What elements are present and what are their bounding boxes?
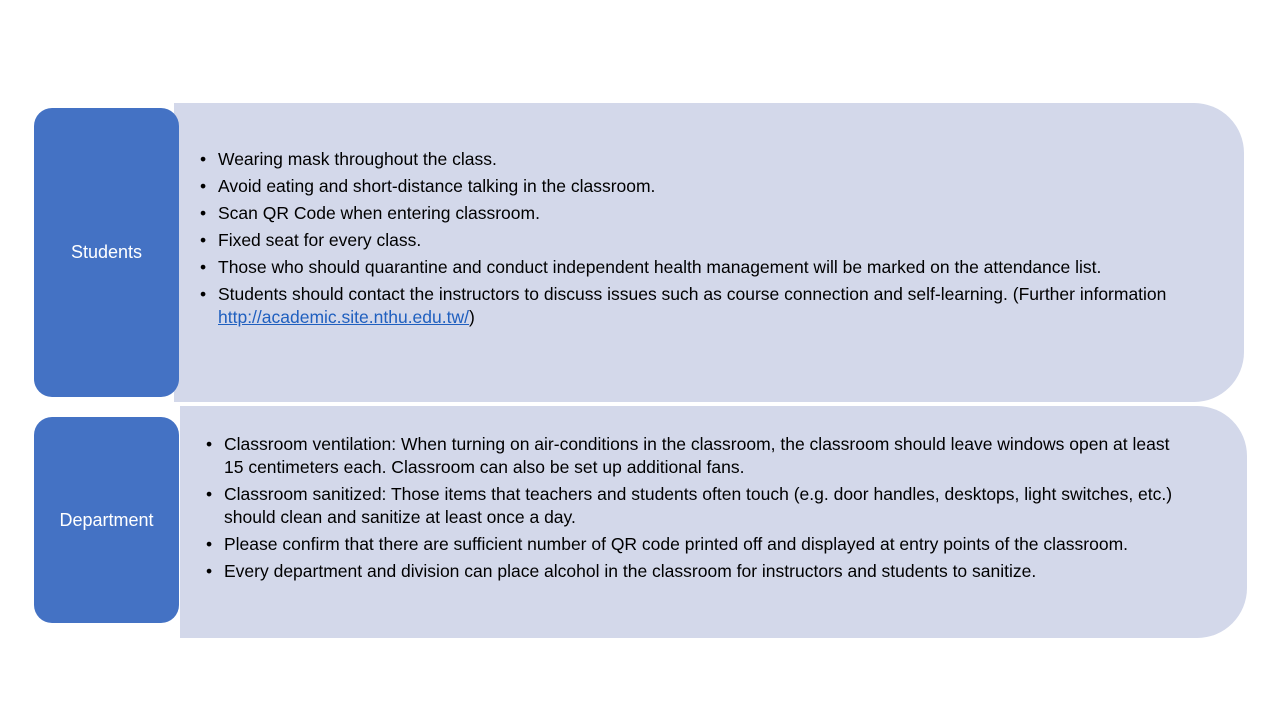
list-item: • Wearing mask throughout the class. [200,148,1190,171]
further-info-text: Students should contact the instructors to discuss issues such as course connection and self-learning. (Further information [218,284,1167,304]
list-item: • Scan QR Code when entering classroom. [200,202,1190,225]
list-item [200,283,1190,329]
academic-site-link[interactable]: http://academic.site.nthu.edu.tw/ [218,307,469,327]
list-item: • Please confirm that there are sufficient number of QR code printed off and displayed at entry points of the classroom. [206,533,1186,556]
students-label: Students [34,108,179,397]
students-panel [174,103,1244,402]
list-item: • Those who should quarantine and conduct independent health management will be marked on the attendance list. [200,256,1190,279]
students-bullet-list [200,148,1190,333]
department-bullet-list [206,433,1186,587]
closing-paren: ) [468,307,475,327]
department-panel [180,406,1247,638]
list-item: • Fixed seat for every class. [200,229,1190,252]
list-item: • Avoid eating and short-distance talking in the classroom. [200,175,1190,198]
department-label: Department [34,417,179,623]
list-item: • Every department and division can place alcohol in the classroom for instructors and students to sanitize. [206,560,1186,583]
list-item: • Classroom ventilation: When turning on air-conditions in the classroom, the classroom should leave windows open at least 15 centimeters each. Classroom can also be set up additional fans. [206,433,1186,479]
list-item: • Classroom sanitized: Those items that teachers and students often touch (e.g. door handles, desktops, light switches, etc.) should clean and sanitize at least once a day. [206,483,1186,529]
